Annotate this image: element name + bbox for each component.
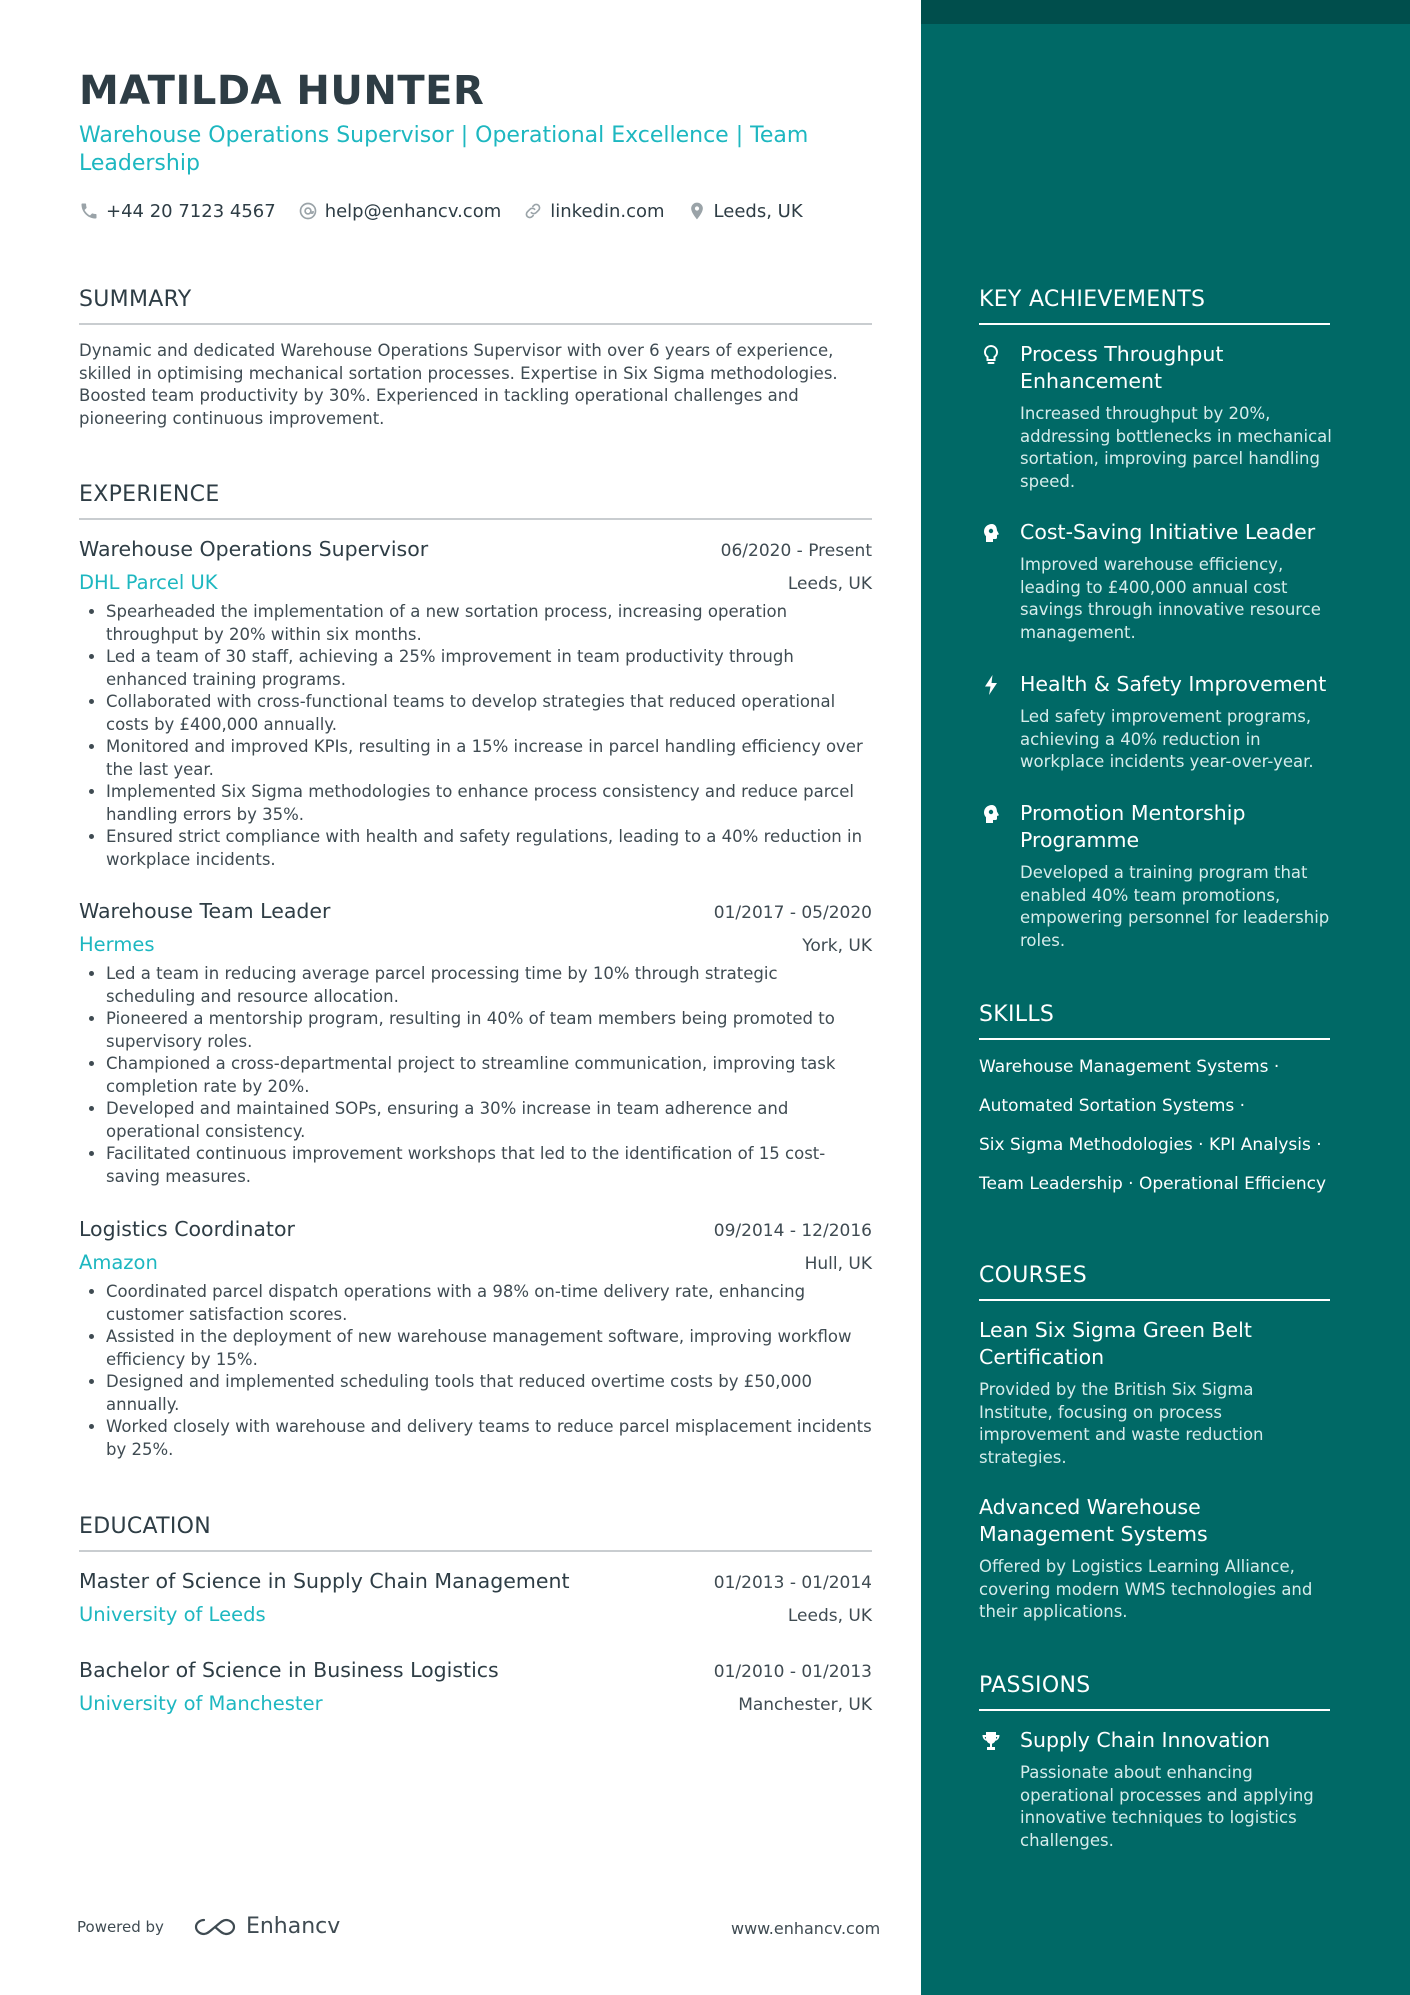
bullet-item: • Facilitated continuous improvement workshops that led to the identification of 15 cost-saving measures. — [106, 1143, 872, 1188]
section-divider — [979, 1038, 1330, 1040]
bullet-item: • Implemented Six Sigma methodologies to enhance process consistency and reduce parcel handling errors by 35%. — [106, 781, 872, 826]
edu-school[interactable]: University of Leeds — [79, 1603, 266, 1626]
sidebar-top-band — [921, 0, 1410, 24]
education-entry — [79, 1658, 872, 1715]
job-company[interactable]: Amazon — [79, 1251, 158, 1274]
achievement-desc: Led safety improvement programs, achieving a 40% reduction in workplace incidents year-over-year. — [1020, 707, 1314, 771]
job-bullets — [79, 601, 872, 871]
bullet-item: • Monitored and improved KPIs, resulting in a 15% increase in parcel handling efficiency over the last year. — [106, 736, 872, 781]
edu-degree: Bachelor of Science in Business Logistics — [79, 1658, 499, 1682]
bullet-item: • Pioneered a mentorship program, resulting in 40% of team members being promoted to supervisory roles. — [106, 1008, 872, 1053]
lightbulb-icon — [979, 343, 1003, 367]
summary-text: Dynamic and dedicated Warehouse Operations Supervisor with over 6 years of experience, skilled in optimising mechanical sortation processes. Expertise in Six Sigma methodologies. Boosted team productivity by 30%. Experienced in tackling operational challenges and pioneering continuous improvement. — [79, 341, 838, 428]
skill-line: Team Leadership · Operational Efficiency — [979, 1174, 1327, 1194]
skill-line: Six Sigma Methodologies · KPI Analysis · — [979, 1135, 1322, 1155]
bullet-item: • Worked closely with warehouse and delivery teams to reduce parcel misplacement incidents by 25%. — [106, 1416, 872, 1461]
job-bullets — [79, 963, 872, 1188]
section-divider — [79, 518, 872, 520]
contact-location — [687, 201, 803, 222]
bullet-item: • Led a team of 30 staff, achieving a 25% improvement in team productivity through enhanced training programs. — [106, 646, 872, 691]
footer-powered-by — [77, 1914, 340, 1939]
job-entry — [79, 899, 872, 1188]
footer-url[interactable]: www.enhancv.com — [731, 1919, 881, 1938]
job-bullets — [79, 1281, 872, 1461]
bullet-item: • Designed and implemented scheduling tools that reduced overtime costs by £50,000 annually. — [106, 1371, 872, 1416]
edu-dates: 01/2010 - 01/2013 — [713, 1662, 872, 1682]
location-text: Leeds, UK — [713, 200, 803, 222]
passion-title: Supply Chain Innovation — [1020, 1728, 1270, 1752]
experience-section-header — [79, 482, 872, 520]
job-location: York, UK — [802, 936, 872, 956]
bullet-item: • Spearheaded the implementation of a new sortation process, increasing operation throughput by 20% within six months. — [106, 601, 872, 646]
course-desc: Offered by Logistics Learning Alliance, covering modern WMS technologies and their applications. — [979, 1557, 1313, 1621]
courses-title: COURSES — [979, 1263, 1087, 1288]
course-desc: Provided by the British Six Sigma Institute, focusing on process improvement and waste reduction strategies. — [979, 1380, 1264, 1467]
bullet-item: • Coordinated parcel dispatch operations with a 98% on-time delivery rate, enhancing customer satisfaction scores. — [106, 1281, 872, 1326]
experience-title: EXPERIENCE — [79, 482, 220, 507]
achievement-title: Cost-Saving Initiative Leader — [1020, 520, 1316, 544]
job-location: Leeds, UK — [787, 574, 872, 594]
passions-title: PASSIONS — [979, 1673, 1091, 1698]
bullet-item: • Led a team in reducing average parcel processing time by 10% through strategic scheduling and resource allocation. — [106, 963, 872, 1008]
achievement-title: Process Throughput Enhancement — [1020, 342, 1224, 393]
section-divider — [979, 1299, 1330, 1301]
bullet-item: • Assisted in the deployment of new warehouse management software, improving workflow efficiency by 15%. — [106, 1326, 872, 1371]
phone-icon — [79, 201, 99, 221]
achievements-title: KEY ACHIEVEMENTS — [979, 287, 1206, 312]
education-section-header — [79, 1514, 872, 1552]
achievements-section-header — [979, 287, 1330, 325]
bullet-item: • Championed a cross-departmental project to streamline communication, improving task completion rate by 20%. — [106, 1053, 872, 1098]
job-entry — [79, 537, 872, 871]
candidate-name: MATILDA HUNTER — [79, 68, 485, 114]
achievement-desc: Improved warehouse efficiency, leading to £400,000 annual cost savings through innovative resource management. — [1020, 555, 1321, 642]
education-entry — [79, 1569, 872, 1626]
skill-line: Warehouse Management Systems · — [979, 1057, 1280, 1077]
course-title: Lean Six Sigma Green Belt Certification — [979, 1318, 1252, 1369]
brand-text: Enhancv — [245, 1914, 341, 1939]
job-role: Warehouse Team Leader — [79, 899, 331, 923]
education-title: EDUCATION — [79, 1514, 212, 1539]
trophy-icon — [979, 1729, 1003, 1753]
edu-degree: Master of Science in Supply Chain Management — [79, 1569, 570, 1593]
skills-title: SKILLS — [979, 1002, 1055, 1027]
achievement-desc: Increased throughput by 20%, addressing bottlenecks in mechanical sortation, improving parcel handling speed. — [1020, 404, 1332, 491]
job-role: Logistics Coordinator — [79, 1217, 295, 1241]
achievement-title: Health & Safety Improvement — [1020, 672, 1327, 696]
location-pin-icon — [687, 201, 707, 221]
contact-bar — [79, 198, 825, 224]
edu-location: Manchester, UK — [738, 1695, 872, 1715]
job-location: Hull, UK — [804, 1254, 872, 1274]
bullet-item: • Collaborated with cross-functional teams to develop strategies that reduced operational costs by £400,000 annually. — [106, 691, 872, 736]
section-divider — [979, 323, 1330, 325]
at-icon — [298, 201, 318, 221]
section-divider — [979, 1709, 1330, 1711]
powered-by-text: Powered by — [77, 1917, 164, 1936]
brain-icon — [979, 802, 1003, 826]
job-dates: 09/2014 - 12/2016 — [713, 1221, 872, 1241]
achievement-title: Promotion Mentorship Programme — [1020, 801, 1246, 852]
summary-title: SUMMARY — [79, 287, 192, 312]
job-role: Warehouse Operations Supervisor — [79, 537, 429, 561]
passion-desc: Passionate about enhancing operational processes and applying innovative techniques to logistics challenges. — [1020, 1763, 1314, 1850]
job-company[interactable]: Hermes — [79, 933, 155, 956]
bullet-item: • Developed and maintained SOPs, ensuring a 30% increase in team adherence and operational consistency. — [106, 1098, 872, 1143]
contact-phone[interactable] — [79, 201, 276, 222]
contact-linkedin[interactable] — [523, 201, 664, 222]
link-icon — [523, 201, 543, 221]
email-text: help@enhancv.com — [324, 200, 502, 222]
edu-school[interactable]: University of Manchester — [79, 1692, 323, 1715]
skill-line: Automated Sortation Systems · — [979, 1096, 1246, 1116]
edu-location: Leeds, UK — [787, 1606, 872, 1626]
phone-text: +44 20 7123 4567 — [106, 200, 276, 222]
enhancv-logo-icon — [192, 1915, 238, 1939]
section-divider — [79, 1550, 872, 1552]
job-entry — [79, 1217, 872, 1461]
courses-section-header — [979, 1263, 1330, 1301]
brain-icon — [979, 521, 1003, 545]
job-dates: 06/2020 - Present — [720, 541, 872, 561]
edu-dates: 01/2013 - 01/2014 — [713, 1573, 872, 1593]
enhancv-logo[interactable] — [192, 1914, 340, 1939]
skills-section-header — [979, 1002, 1330, 1040]
lightning-icon — [979, 673, 1003, 697]
section-divider — [79, 323, 872, 325]
job-company[interactable]: DHL Parcel UK — [79, 571, 218, 594]
summary-section-header — [79, 287, 872, 325]
job-dates: 01/2017 - 05/2020 — [713, 903, 872, 923]
headline: Warehouse Operations Supervisor | Operational Excellence | Team Leadership — [79, 123, 809, 176]
achievement-desc: Developed a training program that enabled 40% team promotions, empowering personnel for leadership roles. — [1020, 863, 1330, 950]
linkedin-text: linkedin.com — [550, 200, 665, 222]
course-title: Advanced Warehouse Management Systems — [979, 1495, 1208, 1546]
passions-section-header — [979, 1673, 1330, 1711]
contact-email[interactable] — [298, 201, 502, 222]
bullet-item: • Ensured strict compliance with health and safety regulations, leading to a 40% reduction in workplace incidents. — [106, 826, 872, 871]
